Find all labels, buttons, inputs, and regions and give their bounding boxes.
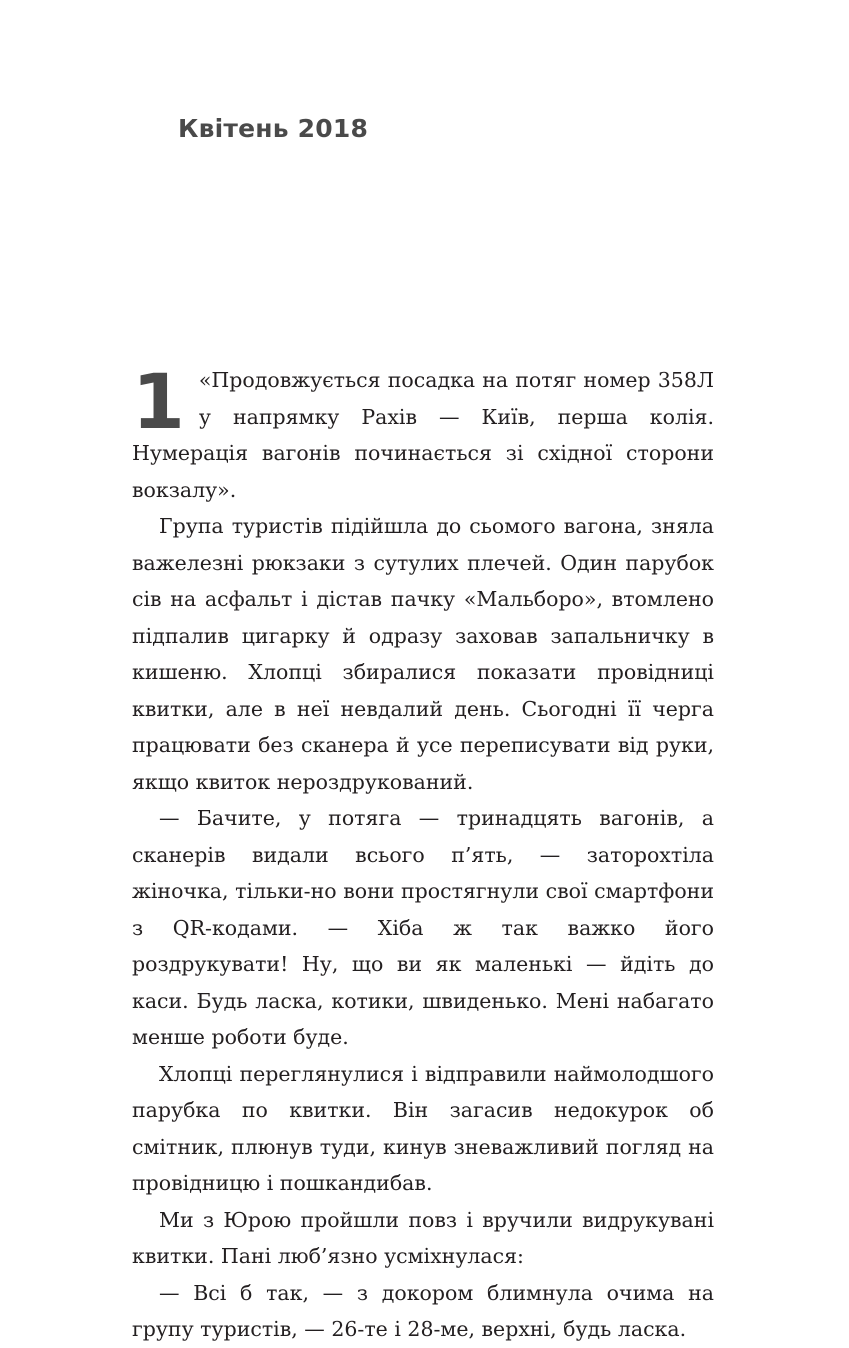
- paragraph-2: Група туристів підійшла до сьомого вагона, зняла важелезні рюкзаки з сутулих плечей. Один парубок сів на асфальт і дістав пачку «Мальборо», втомлено підпалив цигарку й одразу заховав запальничку в кишеню. Хлопці збиралися показати провідниці квитки, але в неї невдалий день. Сьогодні її черга працювати без сканера й усе переписувати від руки, якщо квиток нероздрукований.: [132, 514, 714, 794]
- paragraph-6: — Всі б так, — з докором блимнула очима на групу туристів, — 26-те і 28-ме, верхні, будь ласка.: [132, 1280, 714, 1341]
- paragraph-4: Хлопці переглянулися і відправили наймолодшого парубка по квитки. Він загасив недокурок об смітник, плюнув туди, кинув зневажливий погляд на провідницю і пошкандибав.: [132, 1061, 714, 1195]
- paragraph-1-text: «Продовжується посадка на потяг номер 358Л у напрямку Рахів — Київ, перша колія. Нумерація вагонів починається зі східної сторони вокзалу».: [132, 368, 714, 502]
- chapter-heading: Квітень 2018: [178, 114, 369, 143]
- paragraph-5: Ми з Юрою пройшли повз і вручили видрукувані квитки. Пані люб’язно усміхнулася:: [132, 1207, 714, 1268]
- paragraph-1: [132, 357, 714, 508]
- paragraph-3: — Бачите, у потяга — тринадцять вагонів, а сканерів видали всього п’ять, — заторохтіла жіночка, тільки-но вони простягнули свої смартфони з QR-кодами. — Хіба ж так важко його роздрукувати! Ну, що ви як маленькі — йдіть до каси. Будь ласка, котики, швиденько. Мені набагато менше роботи буде.: [132, 806, 714, 1049]
- chapter-number-dropcap: 1: [132, 357, 185, 446]
